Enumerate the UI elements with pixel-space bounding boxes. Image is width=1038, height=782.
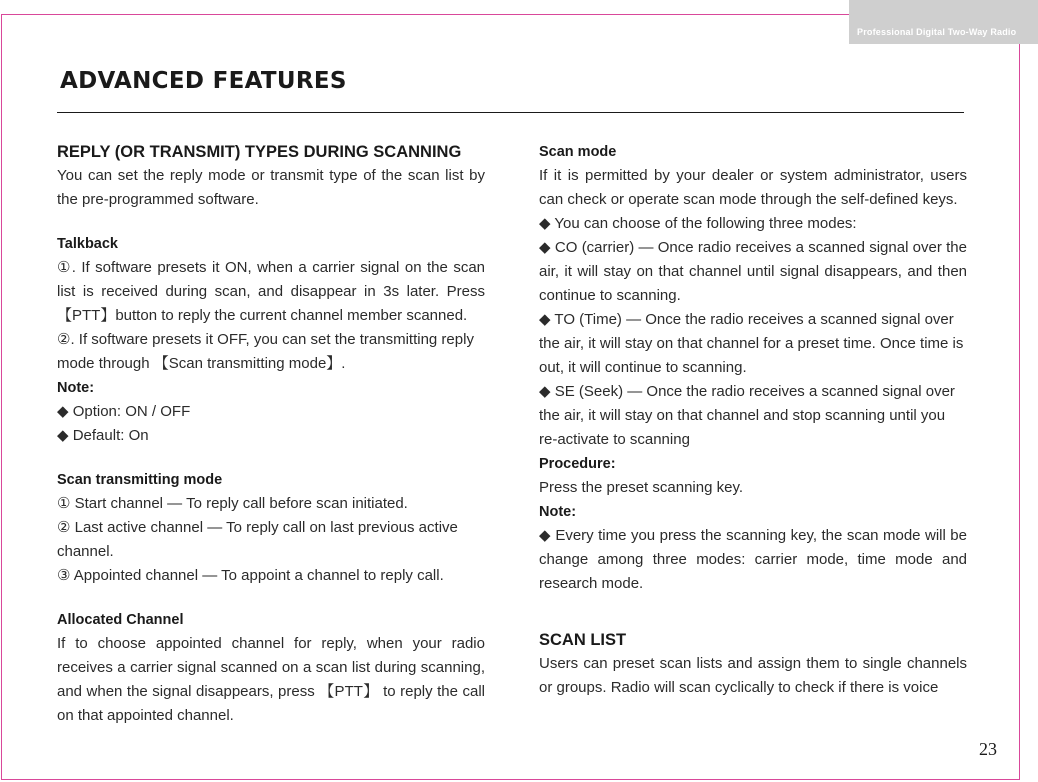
left-column xyxy=(57,140,485,728)
scan-transmitting-item-1: ① Start channel — To reply call before scan initiated. xyxy=(57,495,408,512)
title-divider xyxy=(57,112,964,113)
scan-transmitting-item-3: ③ Appointed channel — To appoint a channel to reply call. xyxy=(57,567,444,584)
spacer xyxy=(57,448,485,468)
talkback-heading: Talkback xyxy=(57,236,118,252)
spacer xyxy=(539,596,967,628)
procedure-heading: Procedure: xyxy=(539,456,616,472)
scan-mode-bullet-seek: ◆ SE (Seek) — Once the radio receives a scanned signal over the air, it will stay on that channel and stop scanning until you re-activate to scanning xyxy=(539,383,955,448)
allocated-channel-body: If to choose appointed channel for reply, when your radio receives a carrier signal scanned on a scan list during scanning, and when the signal disappears, press 【PTT】 to reply the call on that appointed channel. xyxy=(57,635,485,724)
allocated-channel-heading: Allocated Channel xyxy=(57,612,184,628)
scan-list-body: Users can preset scan lists and assign them to single channels or groups. Radio will scan cyclically to check if there is voice xyxy=(539,655,967,696)
spacer xyxy=(57,212,485,232)
page-title: ADVANCED FEATURES xyxy=(60,68,347,94)
talkback-bullet-option: ◆ Option: ON / OFF xyxy=(57,403,191,420)
spacer xyxy=(57,588,485,608)
scan-transmitting-heading: Scan transmitting mode xyxy=(57,472,223,488)
talkback-note-heading: Note: xyxy=(57,380,95,396)
header-tab-label: Professional Digital Two-Way Radio xyxy=(857,27,1017,37)
scan-mode-heading: Scan mode xyxy=(539,144,617,160)
talkback-item-1: ①. If software presets it ON, when a carrier signal on the scan list is received during scan, and disappear in 3s later. Press 【PTT】button to reply the current channel member scanned. xyxy=(57,259,485,324)
scan-mode-note-heading: Note: xyxy=(539,504,577,520)
scan-mode-note-body: ◆ Every time you press the scanning key, the scan mode will be change among three modes: carrier mode, time mode and research mode. xyxy=(539,527,967,592)
talkback-item-2: ②. If software presets it OFF, you can set the transmitting reply mode through 【Scan transmitting mode】. xyxy=(57,331,474,372)
scan-mode-bullet-choose: ◆ You can choose of the following three modes: xyxy=(539,215,857,232)
section-title-reply-types: REPLY (OR TRANSMIT) TYPES DURING SCANNING xyxy=(57,143,462,161)
reply-types-intro: You can set the reply mode or transmit type of the scan list by the pre-programmed software. xyxy=(57,167,485,208)
scan-list-heading: SCAN LIST xyxy=(539,631,627,649)
procedure-body: Press the preset scanning key. xyxy=(539,479,743,496)
page-number: 23 xyxy=(979,739,997,759)
scan-transmitting-item-2: ② Last active channel — To reply call on last previous active channel. xyxy=(57,519,458,560)
scan-mode-bullet-carrier: ◆ CO (carrier) — Once radio receives a scanned signal over the air, it will stay on that channel until signal disappears, and then continue to scanning. xyxy=(539,239,967,304)
header-tab xyxy=(849,0,1038,44)
scan-mode-bullet-time: ◆ TO (Time) — Once the radio receives a scanned signal over the air, it will stay on that channel for a preset time. Once time is out, it will continue to scanning. xyxy=(539,311,964,376)
scan-mode-body: If it is permitted by your dealer or system administrator, users can check or operate scan mode through the self-defined keys. xyxy=(539,167,967,208)
talkback-bullet-default: ◆ Default: On xyxy=(57,427,149,444)
right-column xyxy=(539,140,967,700)
